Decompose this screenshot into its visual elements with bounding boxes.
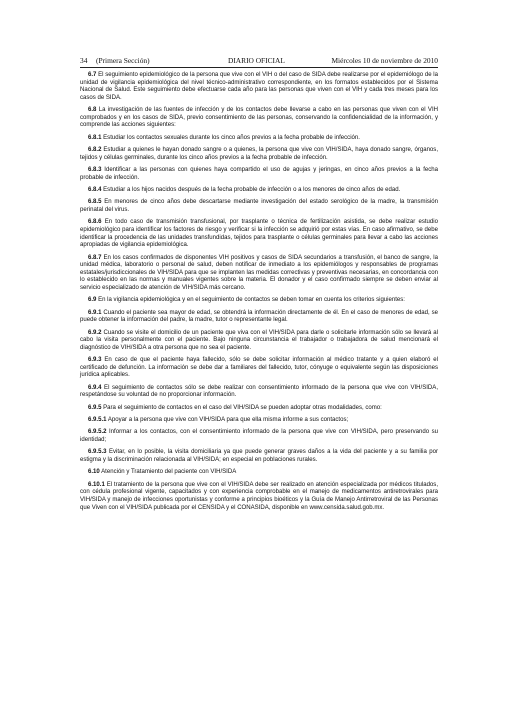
paragraph-6-9-3 — [80, 357, 438, 380]
paragraph-text: Cuando el paciente sea mayor de edad, se obtendrá la información directamente de él. En el caso de menores de edad, se puede obtener la información del padre, la madre, tutor o representante legal. — [80, 309, 438, 324]
paragraph-number: 6.9.4 — [88, 384, 102, 391]
paragraph-text: La investigación de las fuentes de infección y de los contactos debe llevarse a cabo en las personas que viven con el VIH comprobados y en los casos de SIDA, previo consentimiento de las personas, conservando la confidencialidad de la información, y comprende las acciones siguientes: — [80, 107, 438, 129]
section-label: (Primera Sección) — [96, 56, 150, 65]
paragraph-6-10 — [80, 469, 438, 477]
paragraph-text: Estudiar a los hijos nacidos después de la fecha probable de infección o a los menores de cinco años de edad. — [103, 187, 401, 194]
paragraph-number: 6.9.2 — [88, 329, 102, 336]
paragraph-text: Informar a los contactos, con el consentimiento informado de la persona que vive con VIH/SIDA, pero preservando su identidad; — [80, 429, 439, 444]
paragraph-text: Atención y Tratamiento del paciente con VIH/SIDA — [101, 469, 237, 476]
paragraph-6-9-1 — [80, 310, 438, 325]
paragraph-number: 6.7 — [88, 72, 97, 78]
paragraph-number: 6.8.6 — [88, 219, 102, 226]
page-header — [80, 55, 438, 68]
paragraph-number: 6.8.4 — [88, 187, 102, 194]
document-body — [80, 72, 438, 517]
paragraph-text: En los casos confirmados de disponentes VIH positivos y casos de SIDA secundarios a transfusión, el banco de sangre, la unidad médica, laboratorio o personal de salud, deben notificar de inmediato a los epidemiólogos y responsables de programas estatales/jurisdiccionales de VIH/SIDA para que se implanten las medidas correctivas y preventivas necesarias, en concordancia con lo establecido en las normas y manuales vigentes sobre la materia. El donador y el caso confirmado siempre se deben enviar al servicio especializado de atención de VIH/SIDA más cercano. — [80, 254, 438, 291]
paragraph-text: En la vigilancia epidemiológica y en el seguimiento de contactos se deben tomar en cuenta los criterios siguientes: — [98, 297, 405, 304]
paragraph-text: El tratamiento de la persona que vive con el VIH/SIDA debe ser realizado en atención especializada por médicos titulados, con cédula profesional vigente, capacitados y con experiencia comprobable en el manejo de medicamentos antiretrovirales para VIH/SIDA y manejo de infecciones oportunistas y conforme a principios bioéticos y la Guía de Manejo Antirretroviral de las Personas que Viven con el VIH/SIDA publicada por el CENSIDA y el CONASIDA, disponible en www.censida.salud.gob.mx. — [80, 481, 438, 511]
paragraph-6-9 — [80, 297, 438, 305]
paragraph-6-9-5-2 — [80, 429, 438, 444]
paragraph-6-9-2 — [80, 330, 438, 353]
paragraph-text: En todo caso de transmisión transfusional, por trasplante o técnica de fertilización asistida, se debe realizar estudio epidemiológico para identificar los factores de riesgo y verificar si la infección se adquirió por estas vías. En caso afirmativo, se debe identificar la procedencia de las unidades transfundidas, tejidos para trasplante o células germinales para llevar a cabo las acciones apropiadas de vigilancia epidemiológica. — [80, 219, 438, 249]
paragraph-6-8-1 — [80, 135, 438, 143]
paragraph-6-10-1 — [80, 482, 438, 512]
paragraph-text: Para el seguimiento de contactos en el caso del VIH/SIDA se pueden adoptar otras modalidades, como: — [103, 404, 382, 411]
paragraph-text: Identificar a las personas con quienes haya compartido el uso de agujas y jeringas, en cinco años previos a la fecha probable de infección. — [80, 167, 438, 181]
paragraph-text: Estudiar los contactos sexuales durante los cinco años previos a la fecha probable de infección. — [103, 134, 360, 141]
paragraph-6-8-4 — [80, 187, 438, 195]
paragraph-number: 6.9.1 — [88, 309, 102, 316]
paragraph-number: 6.8.1 — [88, 134, 102, 141]
paragraph-text: El seguimiento de contactos sólo se debe realizar con consentimiento informado de la persona que vive con VIH/SIDA, respetándose su voluntad de no proporcionar información. — [80, 384, 438, 399]
paragraph-text: El seguimiento epidemiológico de la persona que vive con el VIH o del caso de SIDA debe realizarse por el epidemiólogo de la unidad de vigilancia epidemiológica del nivel técnico-administrativo correspondiente, en los formatos establecidos por el Sistema Nacional de Salud. Este seguimiento debe efectuarse cada año para las personas que viven con el VIH y cada tres meses para los casos de SIDA. — [80, 72, 438, 101]
paragraph-6-7 — [80, 72, 438, 102]
paragraph-number: 6.8.7 — [88, 254, 102, 261]
paragraph-number: 6.10 — [88, 469, 100, 476]
paragraph-text: Estudiar a quienes le hayan donado sangre o a quienes, la persona que vive con VIH/SIDA, haya donado sangre, órganos, tejidos y células germinales, durante los cinco años previos a la fecha probable de infección. — [80, 147, 438, 161]
paragraph-6-8-3 — [80, 167, 438, 182]
paragraph-number: 6.9.5.3 — [88, 449, 107, 456]
paragraph-6-9-4 — [80, 385, 438, 400]
paragraph-text: Apoyar a la persona que vive con VIH/SIDA para que ella misma informe a sus contactos; — [107, 417, 349, 424]
paragraph-6-9-5 — [80, 405, 438, 413]
paragraph-6-9-5-1 — [80, 417, 438, 425]
journal-title: DIARIO OFICIAL — [228, 56, 285, 65]
paragraph-number: 6.8.2 — [88, 147, 102, 154]
publication-date: Miércoles 10 de noviembre de 2010 — [331, 56, 438, 65]
page-number: 34 — [80, 56, 88, 65]
paragraph-6-9-5-3 — [80, 449, 438, 464]
paragraph-number: 6.10.1 — [88, 481, 105, 488]
paragraph-number: 6.9.3 — [88, 357, 102, 364]
paragraph-number: 6.9.5 — [88, 404, 102, 411]
paragraph-number: 6.8.5 — [88, 199, 102, 206]
paragraph-text: Evitar, en lo posible, la visita domiciliaria ya que puede generar graves daños a la vida del paciente y a su familia por estigma y la discriminación relacionada al VIH/SIDA; en especial en poblaciones rurales. — [80, 449, 438, 464]
paragraph-text: Cuando se visite el domicilio de un paciente que viva con el VIH/SIDA para darle o solicitarle información sólo se llevará al cabo la visita personalmente con el paciente. Bajo ninguna circunstancia el trabajador o trabajadora de salud mencionará el diagnóstico de VIH/SIDA a otra persona que no sea el paciente. — [80, 329, 438, 351]
paragraph-number: 6.9.5.1 — [88, 417, 107, 424]
paragraph-6-8-6 — [80, 219, 438, 249]
paragraph-6-8-7 — [80, 255, 438, 293]
paragraph-number: 6.8 — [88, 107, 97, 114]
paragraph-text: En caso de que el paciente haya fallecido, sólo se debe solicitar información al médico tratante y a quien elaboró el certificado de defunción. La información se debe dar a familiares del fallecido, tutor, cónyuge o equivalente según las disposiciones jurídica aplicables. — [80, 357, 438, 379]
paragraph-6-8-2 — [80, 147, 438, 162]
paragraph-number: 6.9.5.2 — [88, 429, 107, 436]
paragraph-number: 6.9 — [88, 297, 97, 304]
paragraph-6-8 — [80, 107, 438, 130]
paragraph-6-8-5 — [80, 199, 438, 214]
paragraph-number: 6.8.3 — [88, 167, 102, 174]
paragraph-text: En menores de cinco años debe descartarse mediante investigación del estado serológico de la madre, la transmisión perinatal del virus. — [80, 199, 438, 213]
